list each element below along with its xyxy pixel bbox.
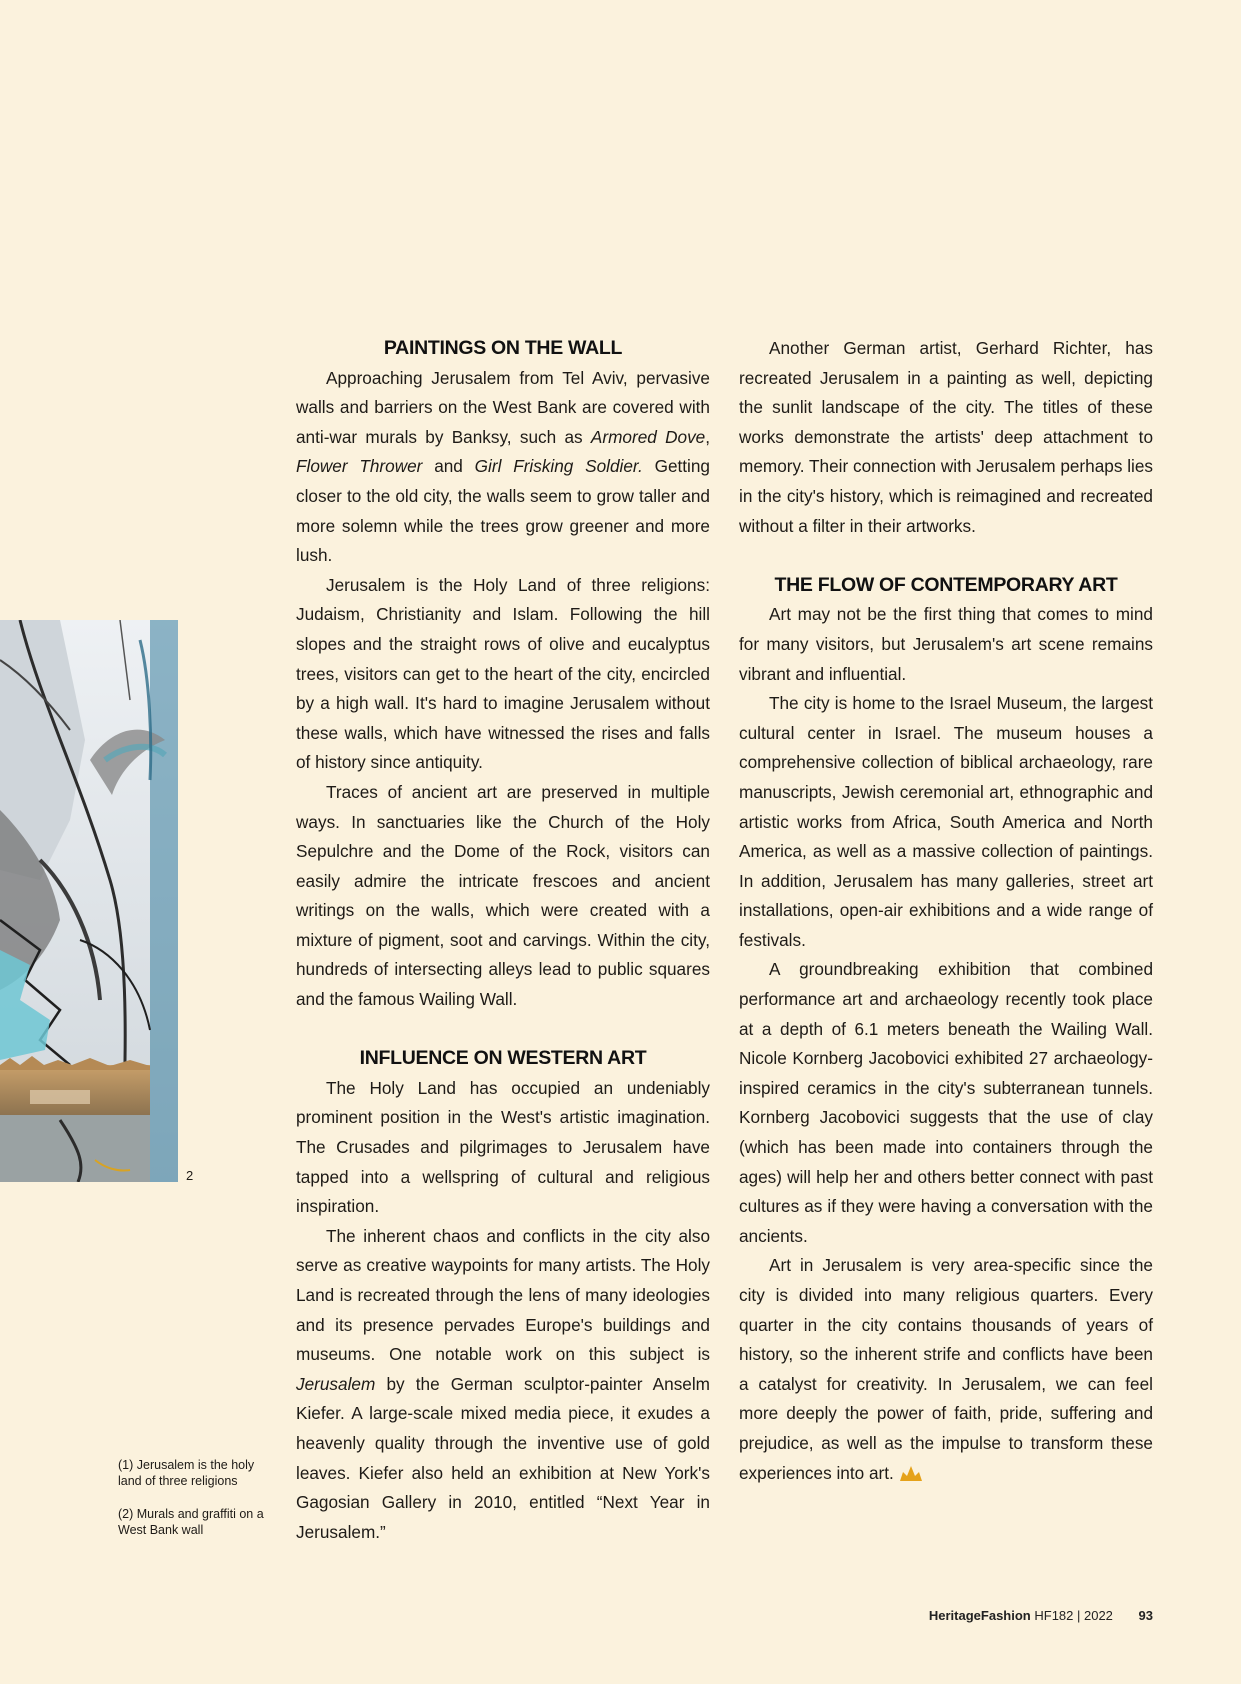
article-column-right <box>739 334 1153 1488</box>
section-heading-influence: INFLUENCE ON WESTERN ART <box>359 1047 647 1070</box>
paragraph: Art may not be the first thing that comes to mind for many visitors, but Jerusalem's art scene remains vibrant and influential. <box>739 604 1153 684</box>
section-heading-contemporary: THE FLOW OF CONTEMPORARY ART <box>774 573 1118 596</box>
paragraph: Traces of ancient art are preserved in multiple ways. In sanctuaries like the Church of the Holy Sepulchre and the Dome of the Rock, visitors can easily admire the intricate frescoes and ancient writings on the walls, which were created with a mixture of pigment, soot and carvings. Within the city, hundreds of intersecting alleys lead to public squares and the famous Wailing Wall. <box>296 781 710 1010</box>
section-heading-paintings: PAINTINGS ON THE WALL <box>383 337 623 359</box>
caption-2: (2) Murals and graffiti on a West Bank wall <box>118 1507 264 1537</box>
mural-photo <box>0 620 178 1182</box>
paragraph: A groundbreaking exhibition that combined performance art and archaeology recently took place at a depth of 6.1 meters beneath the Wailing Wall. Nicole Kornberg Jacobovici exhibited 27 archaeology-inspired ceramics in the city's subterranean tunnels. Kornberg Jacobovici suggests that the use of clay (which has been made into containers through the ages) will help her and others better connect with past cultures as if they were having a conversation with the ancients. <box>739 959 1153 1246</box>
issue-info: HF182 | 2022 <box>1034 1608 1113 1623</box>
page-number: 93 <box>1138 1608 1153 1623</box>
caption-1: (1) Jerusalem is the holy land of three religions <box>118 1458 255 1488</box>
end-mark-icon <box>898 1464 924 1482</box>
article-column-left <box>296 334 710 1547</box>
paragraph: The city is home to the Israel Museum, the largest cultural center in Israel. The museum houses a comprehensive collection of biblical archaeology, rare manuscripts, Jewish ceremonial art, ethnographic and artistic works from Africa, South America and North America, as well as a massive collection of paintings. In addition, Jerusalem has many galleries, street art installations, open-air exhibitions and a wide range of festivals. <box>739 693 1153 950</box>
paragraph: Another German artist, Gerhard Richter, has recreated Jerusalem in a painting as well, depicting the sunlit landscape of the city. The titles of these works demonstrate the artists' deep attachment to memory. Their connection with Jerusalem perhaps lies in the city's history, which is reimagined and recreated without a filter in their artworks. <box>739 338 1153 536</box>
paragraph: The Holy Land has occupied an undeniably prominent position in the West's artistic imagination. The Crusades and pilgrimages to Jerusalem have tapped into a wellspring of cultural and religious inspiration. <box>296 1077 710 1217</box>
photo-number: 2 <box>186 1168 194 1183</box>
paragraph: Approaching Jerusalem from Tel Aviv, pervasive walls and barriers on the West Bank are covered with anti-war murals by Banksy, such as Armored Dove, Flower Thrower and Girl Frisking Soldier. Getting closer to the old city, the walls seem to grow taller and more solemn while the trees grow greener and more lush. <box>296 367 711 566</box>
paragraph: Jerusalem is the Holy Land of three religions: Judaism, Christianity and Islam. Following the hill slopes and the straight rows of olive and eucalyptus trees, visitors can get to the heart of the city, encircled by a high wall. It's hard to imagine Jerusalem without these walls, which have witnessed the rises and falls of history since antiquity. <box>296 574 710 773</box>
paragraph: The inherent chaos and conflicts in the city also serve as creative waypoints for many artists. The Holy Land is recreated through the lens of many ideologies and its presence pervades Europe's buildings and museums. One notable work on this subject is Jerusalem by the German sculptor-painter Anselm Kiefer. A large-scale mixed media piece, it exudes a heavenly quality through the inventive use of gold leaves. Kiefer also held an exhibition at New York's Gagosian Gallery in 2010, entitled “Next Year in Jerusalem.” <box>296 1225 710 1542</box>
magazine-brand: HeritageFashion <box>928 1608 1031 1623</box>
paragraph: Art in Jerusalem is very area-specific since the city is divided into many religious quarters. Every quarter in the city contains thousands of years of history, so the inherent strife and conflicts have been a catalyst for creativity. In Jerusalem, we can feel more deeply the power of faith, pride, suffering and prejudice, as well as the impulse to transform these experiences into art. <box>739 1255 1153 1483</box>
mural-illustration <box>0 620 178 1182</box>
page-footer <box>929 1608 1153 1623</box>
